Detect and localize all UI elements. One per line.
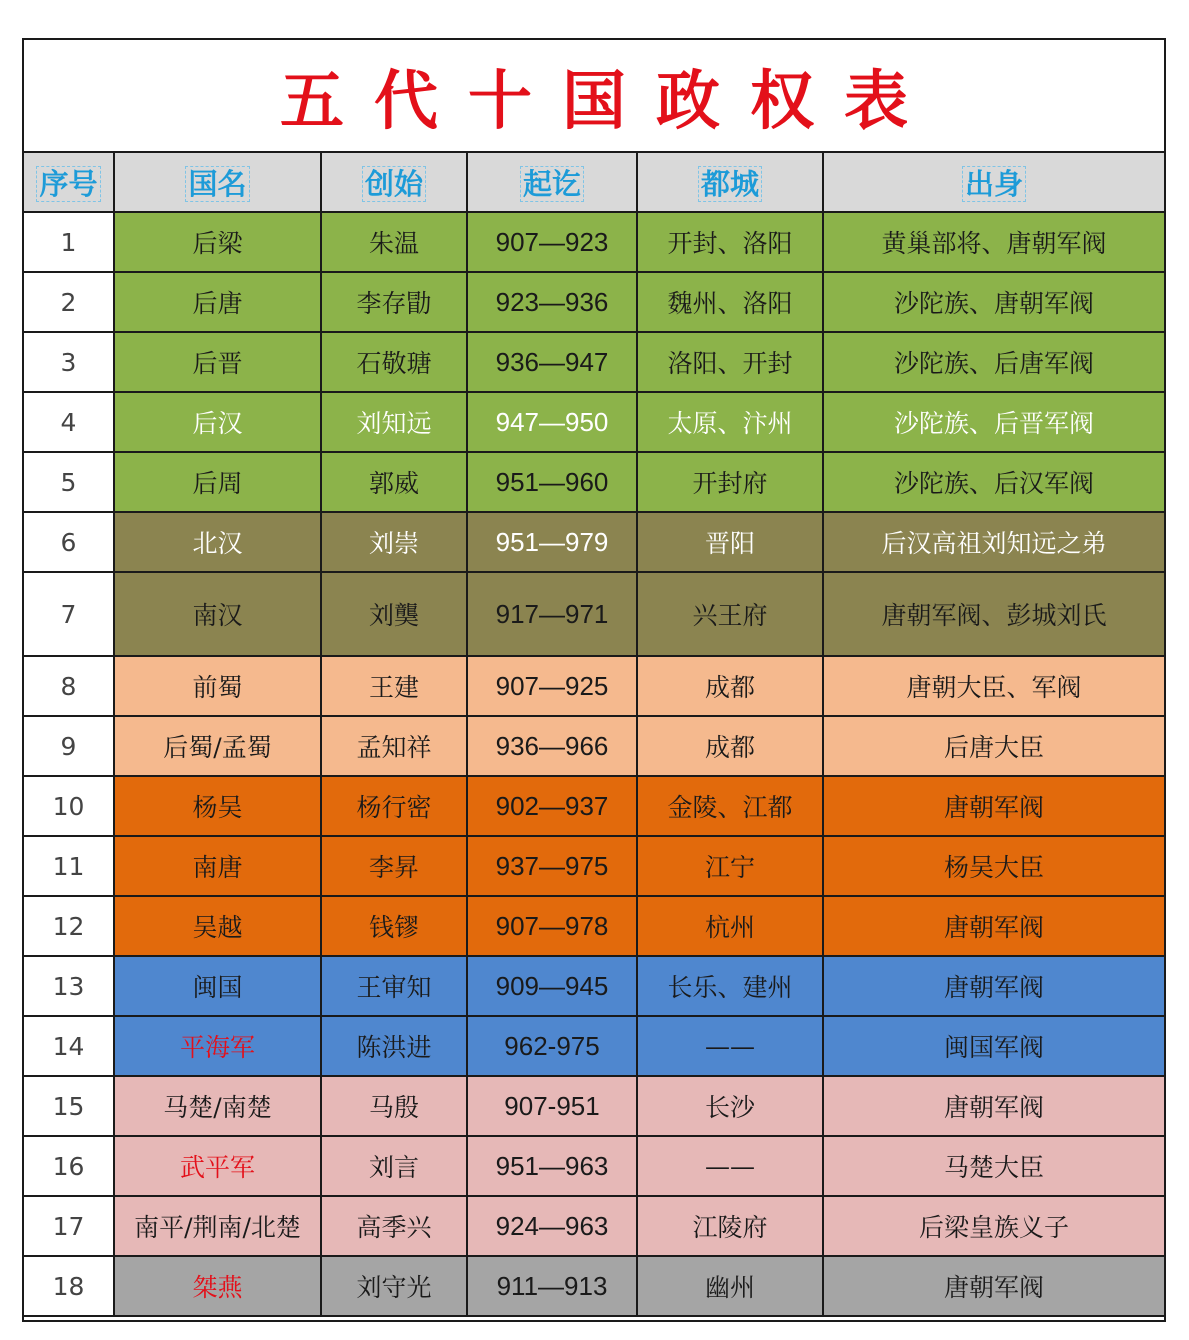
table-row	[24, 572, 1164, 656]
cell-founder: 郭威	[321, 452, 467, 512]
cell-period: 924—963	[467, 1196, 637, 1256]
cell-capital: 江宁	[637, 836, 823, 896]
cell-index: 14	[24, 1016, 114, 1076]
cell-index: 6	[24, 512, 114, 572]
cell-capital: 晋阳	[637, 512, 823, 572]
title-row	[24, 40, 1164, 153]
header-cell-founder: 创始	[321, 153, 467, 212]
cell-index: 4	[24, 392, 114, 452]
cell-origin: 沙陀族、后唐军阀	[823, 332, 1164, 392]
cell-name: 后周	[114, 452, 321, 512]
cell-founder: 刘崇	[321, 512, 467, 572]
cell-founder: 刘龑	[321, 572, 467, 656]
cell-founder: 钱镠	[321, 896, 467, 956]
cell-founder: 李昇	[321, 836, 467, 896]
cell-period: 907-951	[467, 1076, 637, 1136]
cell-founder: 王审知	[321, 956, 467, 1016]
cell-founder: 刘言	[321, 1136, 467, 1196]
table-row	[24, 212, 1164, 272]
cell-origin: 唐朝军阀、彭城刘氏	[823, 572, 1164, 656]
cell-founder: 朱温	[321, 212, 467, 272]
cell-origin: 唐朝军阀	[823, 1076, 1164, 1136]
cell-founder: 王建	[321, 656, 467, 716]
cell-name: 平海军	[114, 1016, 321, 1076]
cell-index: 15	[24, 1076, 114, 1136]
cell-capital: 杭州	[637, 896, 823, 956]
table-row	[24, 1196, 1164, 1256]
cell-capital: 长沙	[637, 1076, 823, 1136]
cell-index: 18	[24, 1256, 114, 1316]
cell-period: 923—936	[467, 272, 637, 332]
cell-origin: 马楚大臣	[823, 1136, 1164, 1196]
cell-period: 907—925	[467, 656, 637, 716]
cell-origin: 后唐大臣	[823, 716, 1164, 776]
cell-name: 吴越	[114, 896, 321, 956]
cell-founder: 高季兴	[321, 1196, 467, 1256]
table-row	[24, 1136, 1164, 1196]
dynasty-table	[24, 153, 1164, 1317]
cell-origin: 杨吴大臣	[823, 836, 1164, 896]
cell-capital: 成都	[637, 716, 823, 776]
table-row	[24, 1016, 1164, 1076]
cell-name: 后梁	[114, 212, 321, 272]
cell-index: 3	[24, 332, 114, 392]
cell-period: 911—913	[467, 1256, 637, 1316]
table-row	[24, 776, 1164, 836]
cell-origin: 后汉高祖刘知远之弟	[823, 512, 1164, 572]
cell-index: 10	[24, 776, 114, 836]
header-row	[24, 153, 1164, 212]
cell-name: 前蜀	[114, 656, 321, 716]
cell-origin: 后梁皇族义子	[823, 1196, 1164, 1256]
cell-origin: 唐朝军阀	[823, 896, 1164, 956]
cell-capital: 太原、汴州	[637, 392, 823, 452]
cell-capital: 兴王府	[637, 572, 823, 656]
cell-period: 917—971	[467, 572, 637, 656]
cell-name: 后晋	[114, 332, 321, 392]
cell-origin: 沙陀族、后汉军阀	[823, 452, 1164, 512]
cell-founder: 刘知远	[321, 392, 467, 452]
cell-capital: ——	[637, 1136, 823, 1196]
cell-founder: 李存勖	[321, 272, 467, 332]
cell-period: 907—978	[467, 896, 637, 956]
cell-index: 12	[24, 896, 114, 956]
cell-capital: 魏州、洛阳	[637, 272, 823, 332]
cell-name: 后唐	[114, 272, 321, 332]
cell-founder: 刘守光	[321, 1256, 467, 1316]
cell-period: 951—963	[467, 1136, 637, 1196]
cell-period: 947—950	[467, 392, 637, 452]
cell-period: 951—979	[467, 512, 637, 572]
cell-name: 北汉	[114, 512, 321, 572]
table-row	[24, 332, 1164, 392]
cell-name: 杨吴	[114, 776, 321, 836]
cell-index: 8	[24, 656, 114, 716]
cell-name: 武平军	[114, 1136, 321, 1196]
cell-capital: 金陵、江都	[637, 776, 823, 836]
cell-capital: 洛阳、开封	[637, 332, 823, 392]
table-body	[24, 212, 1164, 1316]
cell-founder: 杨行密	[321, 776, 467, 836]
header-cell-index: 序号	[24, 153, 114, 212]
cell-index: 1	[24, 212, 114, 272]
cell-origin: 沙陀族、后晋军阀	[823, 392, 1164, 452]
header-cell-period: 起讫	[467, 153, 637, 212]
header-cell-name: 国名	[114, 153, 321, 212]
table-row	[24, 272, 1164, 332]
table-row	[24, 512, 1164, 572]
cell-name: 闽国	[114, 956, 321, 1016]
cell-index: 11	[24, 836, 114, 896]
cell-index: 9	[24, 716, 114, 776]
cell-index: 13	[24, 956, 114, 1016]
cell-name: 马楚/南楚	[114, 1076, 321, 1136]
table-row	[24, 656, 1164, 716]
table-row	[24, 1076, 1164, 1136]
cell-name: 南唐	[114, 836, 321, 896]
table-row	[24, 836, 1164, 896]
cell-origin: 唐朝大臣、军阀	[823, 656, 1164, 716]
cell-name: 南平/荆南/北楚	[114, 1196, 321, 1256]
cell-period: 936—966	[467, 716, 637, 776]
cell-period: 962-975	[467, 1016, 637, 1076]
cell-index: 17	[24, 1196, 114, 1256]
header-cell-origin: 出身	[823, 153, 1164, 212]
header-cell-capital: 都城	[637, 153, 823, 212]
cell-name: 后汉	[114, 392, 321, 452]
cell-capital: 开封府	[637, 452, 823, 512]
cell-founder: 陈洪进	[321, 1016, 467, 1076]
cell-period: 909—945	[467, 956, 637, 1016]
cell-period: 937—975	[467, 836, 637, 896]
cell-founder: 孟知祥	[321, 716, 467, 776]
cell-origin: 唐朝军阀	[823, 1256, 1164, 1316]
table-row	[24, 392, 1164, 452]
cell-capital: 幽州	[637, 1256, 823, 1316]
cell-founder: 马殷	[321, 1076, 467, 1136]
cell-origin: 黄巢部将、唐朝军阀	[823, 212, 1164, 272]
cell-period: 902—937	[467, 776, 637, 836]
table-row	[24, 716, 1164, 776]
cell-period: 951—960	[467, 452, 637, 512]
cell-origin: 沙陀族、唐朝军阀	[823, 272, 1164, 332]
dynasty-table-sheet	[22, 38, 1166, 1322]
cell-capital: 成都	[637, 656, 823, 716]
cell-capital: ——	[637, 1016, 823, 1076]
table-row	[24, 956, 1164, 1016]
cell-origin: 闽国军阀	[823, 1016, 1164, 1076]
cell-capital: 江陵府	[637, 1196, 823, 1256]
cell-index: 7	[24, 572, 114, 656]
cell-period: 907—923	[467, 212, 637, 272]
table-row	[24, 452, 1164, 512]
table-row	[24, 1256, 1164, 1316]
table-title: 五代十国政权表	[280, 63, 938, 139]
cell-index: 16	[24, 1136, 114, 1196]
cell-capital: 开封、洛阳	[637, 212, 823, 272]
cell-period: 936—947	[467, 332, 637, 392]
table-row	[24, 896, 1164, 956]
cell-origin: 唐朝军阀	[823, 956, 1164, 1016]
cell-name: 后蜀/孟蜀	[114, 716, 321, 776]
cell-capital: 长乐、建州	[637, 956, 823, 1016]
cell-index: 2	[24, 272, 114, 332]
cell-index: 5	[24, 452, 114, 512]
cell-origin: 唐朝军阀	[823, 776, 1164, 836]
cell-founder: 石敬瑭	[321, 332, 467, 392]
cell-name: 南汉	[114, 572, 321, 656]
cell-name: 桀燕	[114, 1256, 321, 1316]
